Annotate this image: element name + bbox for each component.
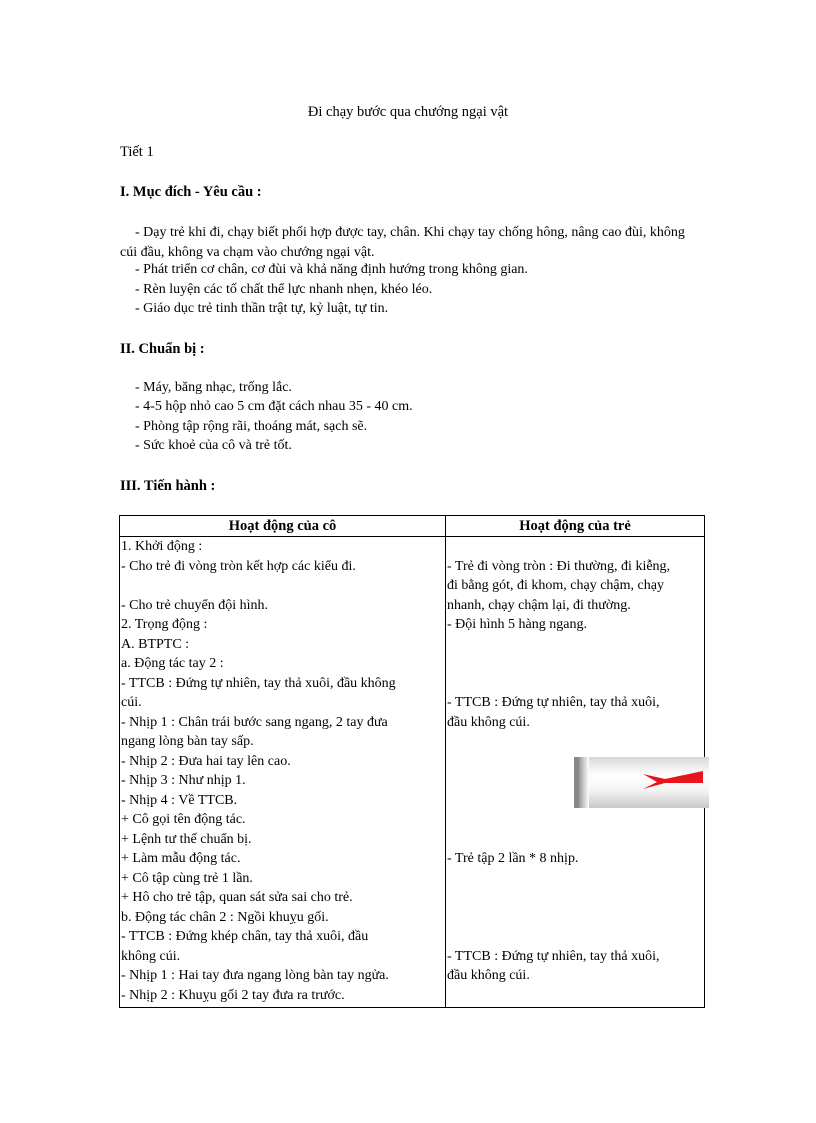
teacher-activity-line: - Nhịp 2 : Đưa hai tay lên cao. [121,753,291,769]
children-activity-line: đầu không cúi. [447,968,530,983]
teacher-activity-line: cúi. [121,695,142,710]
arrow-graphic [574,757,709,808]
red-arrow-icon [643,757,703,808]
lesson-number: Tiết 1 [120,144,154,160]
teacher-activity-line: + Lệnh tư thế chuẩn bị. [121,831,252,847]
teacher-activity-line: - Nhịp 1 : Chân trái bước sang ngang, 2 tay đưa [121,714,388,730]
teacher-activity-line: - Nhịp 4 : Về TTCB. [121,792,238,808]
children-activity-line: - Trẻ đi vòng tròn : Đi thường, đi kiễng, [447,558,671,574]
section1-heading: I. Mục đích - Yêu cầu : [120,184,262,200]
teacher-activity-line: 2. Trọng động : [121,617,208,632]
teacher-activity-line: + Làm mẫu động tác. [121,851,241,866]
teacher-activity-line: A. BTPTC : [121,636,190,652]
section1-item: - Giáo dục trẻ tinh thần trật tự, kỷ luật, tự tin. [135,301,389,316]
section2-item: - Phòng tập rộng rãi, thoáng mát, sạch sẽ. [135,419,368,434]
table-header-children: Hoạt động của trẻ [446,516,705,537]
document-title: Đi chạy bước qua chướng ngại vật [307,104,509,120]
teacher-activity-line: a. Động tác tay 2 : [121,656,224,671]
children-activity-line: - Đội hình 5 hàng ngang. [447,617,587,632]
teacher-activity-line: - Cho trẻ đi vòng tròn kết hợp các kiểu đi. [121,558,356,574]
section3-heading: III. Tiến hành : [120,478,216,494]
teacher-activity-line: b. Động tác chân 2 : Ngồi khuỵu gối. [121,909,329,925]
teacher-activity-line: + Cô tập cùng trẻ 1 lần. [121,870,253,886]
section2-item: - Sức khoẻ của cô và trẻ tốt. [135,438,292,453]
teacher-activity-line: - Cho trẻ chuyển đội hình. [121,597,268,613]
teacher-activity-line: ngang lòng bàn tay sấp. [121,734,254,749]
teacher-activity-line: 1. Khởi động : [121,539,203,554]
section1-item: - Dạy trẻ khi đi, chạy biết phối hợp được tay, chân. Khi chạy tay chống hông, nâng cao đùi, không cúi đầu, không va chạm vào chướng ngại vật. [120,225,685,260]
table-header-teacher: Hoạt động của cô [120,516,446,537]
section1-item: - Rèn luyện các tố chất thể lực nhanh nhẹn, khéo léo. [135,282,433,297]
teacher-activity-line: + Cô gọi tên động tác. [121,812,246,827]
section2-item: - 4-5 hộp nhỏ cao 5 cm đặt cách nhau 35 - 40 cm. [135,399,413,414]
children-activity-line: - TTCB : Đứng tự nhiên, tay thả xuôi, [447,695,660,710]
section2-item: - Máy, băng nhạc, trống lắc. [135,380,292,395]
section1-item: - Phát triển cơ chân, cơ đùi và khả năng định hướng trong không gian. [135,262,528,277]
section2-heading: II. Chuẩn bị : [120,341,205,357]
teacher-activity-line: - TTCB : Đứng khép chân, tay thả xuôi, đầu [121,929,369,944]
teacher-activity-line: - TTCB : Đứng tự nhiên, tay thả xuôi, đầu không [121,675,396,691]
teacher-activity-line: - Nhịp 2 : Khuỵu gối 2 tay đưa ra trước. [121,987,345,1003]
teacher-activity-column [120,537,445,1007]
teacher-activity-line: - Nhịp 1 : Hai tay đưa ngang lòng bàn tay ngửa. [121,968,389,983]
children-activity-line: đầu không cúi. [447,714,530,730]
children-activity-line: - TTCB : Đứng tự nhiên, tay thả xuôi, [447,948,660,964]
children-activity-line: nhanh, chạy chậm lại, đi thường. [447,597,631,613]
children-activity-line: đi bằng gót, đi khom, chạy chậm, chạy [447,578,664,593]
teacher-activity-line: không cúi. [121,948,181,964]
teacher-activity-line: + Hô cho trẻ tập, quan sát sửa sai cho trẻ. [121,890,353,905]
children-activity-line: - Trẻ tập 2 lần * 8 nhịp. [447,851,579,866]
teacher-activity-line: - Nhịp 3 : Như nhịp 1. [121,773,246,788]
